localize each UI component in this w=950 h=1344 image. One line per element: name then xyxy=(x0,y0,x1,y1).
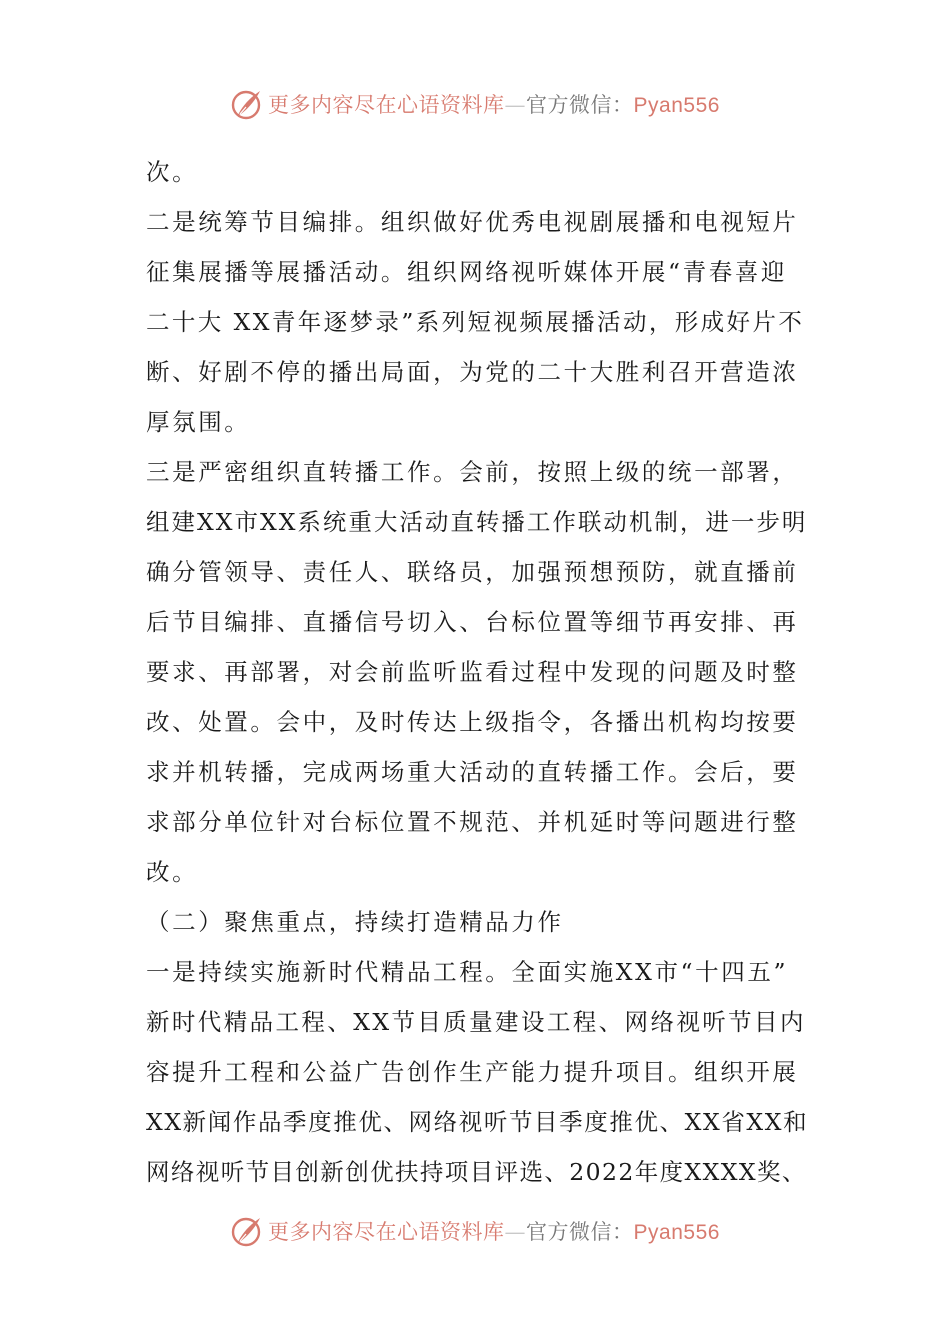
watermark-text xyxy=(268,89,720,119)
watermark-wechat-id: Pyan556 xyxy=(633,1221,720,1244)
text-line: 次。 xyxy=(146,158,199,186)
watermark-site: 更多内容尽在心语资料库 xyxy=(268,93,505,117)
document-body xyxy=(146,147,808,1197)
watermark-wechat-id: Pyan556 xyxy=(633,94,720,117)
watermark-separator: — xyxy=(504,93,527,117)
header-watermark xyxy=(0,84,950,124)
footer-watermark xyxy=(0,1211,950,1251)
text-line: 要求、再部署，对会前监听监看过程中发现的问题及时整 xyxy=(146,658,799,686)
text-line: 新时代精品工程、XX节目质量建设工程、网络视听节目内 xyxy=(146,1008,806,1036)
watermark-label: 官方微信： xyxy=(526,1220,634,1244)
text-line: 确分管领导、责任人、联络员，加强预想预防，就直播前 xyxy=(146,558,799,586)
text-line: 征集展播等展播活动。组织网络视听媒体开展“青春喜迎 xyxy=(146,258,788,286)
quill-logo-icon xyxy=(230,87,264,121)
text-line: 二十大 XX青年逐梦录”系列短视频展播活动，形成好片不 xyxy=(146,308,805,336)
text-line: （二）聚焦重点，持续打造精品力作 xyxy=(146,908,564,936)
text-line: 二是统筹节目编排。组织做好优秀电视剧展播和电视短片 xyxy=(146,208,799,236)
text-line: 一是持续实施新时代精品工程。全面实施XX市“十四五” xyxy=(146,958,789,986)
text-line: 网络视听节目创新创优扶持项目评选、2022年度XXXX奖、 xyxy=(146,1158,807,1186)
text-line: 求并机转播，完成两场重大活动的直转播工作。会后，要 xyxy=(146,758,799,786)
watermark-text xyxy=(268,1216,720,1246)
watermark-site: 更多内容尽在心语资料库 xyxy=(268,1220,505,1244)
text-line: 求部分单位针对台标位置不规范、并机延时等问题进行整 xyxy=(146,808,799,836)
watermark-label: 官方微信： xyxy=(526,93,634,117)
text-line: 厚氛围。 xyxy=(146,408,251,436)
text-line: XX新闻作品季度推优、网络视听节目季度推优、XX省XX和 xyxy=(146,1108,809,1136)
text-line: 改。 xyxy=(146,858,199,886)
text-line: 组建XX市XX系统重大活动直转播工作联动机制，进一步明 xyxy=(146,508,808,536)
text-line: 三是严密组织直转播工作。会前，按照上级的统一部署， xyxy=(146,458,799,486)
text-line: 断、好剧不停的播出局面，为党的二十大胜利召开营造浓 xyxy=(146,358,799,386)
quill-logo-icon xyxy=(230,1214,264,1248)
watermark-separator: — xyxy=(504,1220,527,1244)
text-line: 容提升工程和公益广告创作生产能力提升项目。组织开展 xyxy=(146,1058,799,1086)
text-line: 改、处置。会中，及时传达上级指令，各播出机构均按要 xyxy=(146,708,799,736)
text-line: 后节目编排、直播信号切入、台标位置等细节再安排、再 xyxy=(146,608,799,636)
